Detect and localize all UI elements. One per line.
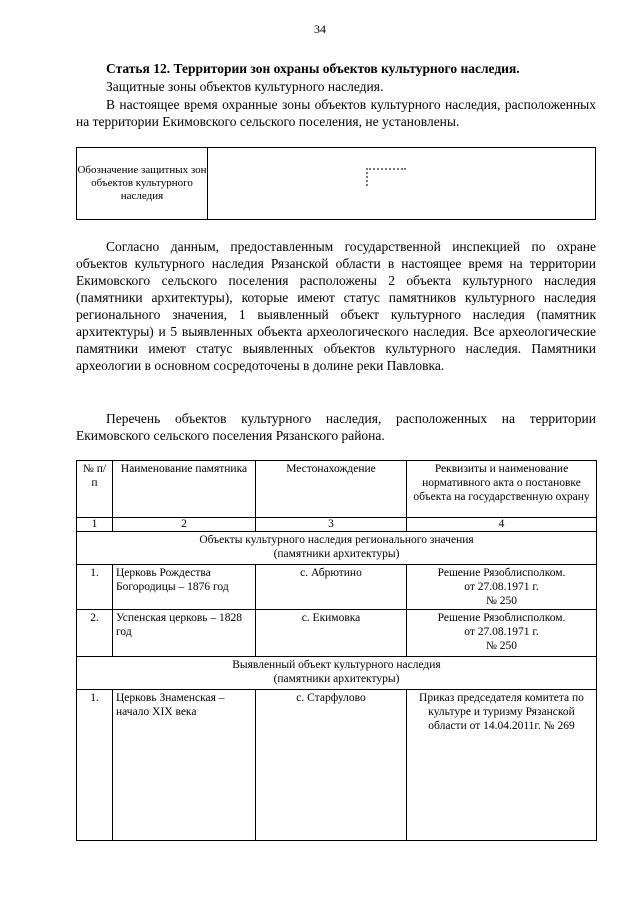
section-subtitle-line: (памятники архитектуры) bbox=[273, 548, 400, 560]
row-location: с. Абрютино bbox=[256, 565, 407, 610]
header-document: Реквизиты и наименование нормативного акта о постановке объекта на государственную охрану bbox=[407, 461, 597, 518]
column-number: 2 bbox=[113, 518, 256, 532]
row-name: Церковь Знаменская – начало XIX века bbox=[113, 690, 256, 841]
section-title-line: Выявленный объект культурного наследия bbox=[232, 659, 441, 671]
header-location: Местонахождение bbox=[256, 461, 407, 518]
section-row-regional bbox=[77, 532, 597, 565]
row-num: 1. bbox=[77, 690, 113, 841]
article-heading: Статья 12. Территории зон охраны объектов культурного наследия. bbox=[106, 61, 520, 76]
zone-legend-table bbox=[76, 147, 596, 220]
row-document bbox=[407, 565, 597, 610]
column-number: 1 bbox=[77, 518, 113, 532]
paragraph-heritage-summary: Согласно данным, предоставленным государственной инспекцией по охране объектов культурного наследия Рязанской области в настоящее время на территории Екимовского сельского поселения расположены 2 объекта культурного наследия (памятники архитектуры), которые имеют статус памятников культурного наследия регионального значения, 1 выявленный объект культурного наследия (памятник архитектуры) и 5 выявленных объекта археологического наследия. Все археологические памятники имеют статус выявленных объектов культурного наследия. Памятники археологии в основном сосредоточены в долине реки Павловка. bbox=[76, 239, 596, 373]
row-num: 1. bbox=[77, 565, 113, 610]
table-row bbox=[77, 610, 597, 657]
table-header-row bbox=[77, 461, 597, 518]
doc-line: № 250 bbox=[485, 595, 518, 607]
doc-line: от 27.08.1971 г. bbox=[464, 626, 539, 638]
section-row-identified bbox=[77, 657, 597, 690]
column-number: 4 bbox=[407, 518, 597, 532]
row-name: Успенская церковь – 1828 год bbox=[113, 610, 256, 657]
doc-line: от 27.08.1971 г. bbox=[464, 581, 539, 593]
zone-boundary-symbol bbox=[366, 168, 406, 186]
doc-line: Решение Рязоблисполком. bbox=[437, 567, 566, 579]
paragraph-list-intro: Перечень объектов культурного наследия, расположенных на территории Екимовского сельского поселения Рязанского района. bbox=[76, 411, 596, 443]
paragraph-protective-zones: Защитные зоны объектов культурного наследия. bbox=[106, 79, 384, 94]
page-number: 34 bbox=[314, 22, 326, 36]
row-num: 2. bbox=[77, 610, 113, 657]
column-number: 3 bbox=[256, 518, 407, 532]
section-subtitle-line: (памятники архитектуры) bbox=[273, 673, 400, 685]
row-document: Приказ председателя комитета по культуре и туризму Рязанской области от 14.04.2011г. № 269 bbox=[407, 690, 597, 841]
doc-line: Решение Рязоблисполком. bbox=[437, 612, 566, 624]
row-location: с. Старфулово bbox=[256, 690, 407, 841]
paragraph-zones-not-established: В настоящее время охранные зоны объектов культурного наследия, расположенных на территории Екимовского сельского поселения, не установлены. bbox=[76, 97, 596, 129]
row-name: Церковь Рождества Богородицы – 1876 год bbox=[113, 565, 256, 610]
table-row bbox=[77, 690, 597, 841]
column-number-row bbox=[77, 518, 597, 532]
zone-legend-symbol-cell bbox=[208, 148, 596, 220]
heritage-objects-table bbox=[76, 460, 597, 841]
section-title bbox=[77, 657, 597, 690]
section-title-line: Объекты культурного наследия регионального значения bbox=[199, 534, 474, 546]
section-title bbox=[77, 532, 597, 565]
header-num: № п/п bbox=[77, 461, 113, 518]
doc-line: № 250 bbox=[485, 640, 518, 652]
row-location: с. Екимовка bbox=[256, 610, 407, 657]
zone-legend-label: Обозначение защитных зон объектов культурного наследия bbox=[77, 148, 208, 220]
row-document bbox=[407, 610, 597, 657]
header-name: Наименование памятника bbox=[113, 461, 256, 518]
table-row bbox=[77, 565, 597, 610]
